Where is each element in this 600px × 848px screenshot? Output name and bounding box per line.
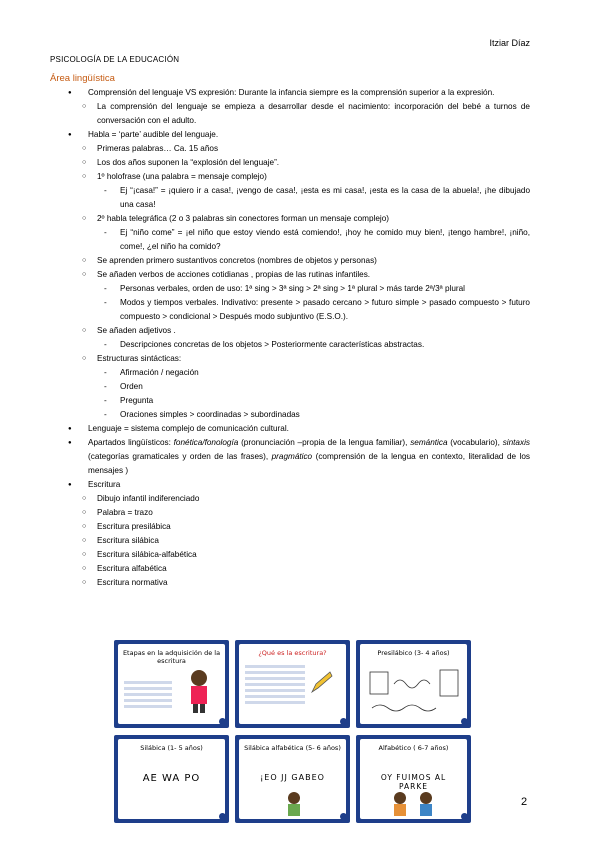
badge-icon [219, 718, 226, 725]
list-item: - Descripciones concretas de los objetos > Posteriormente características abstractas. [97, 338, 530, 352]
children-illustration-icon [388, 791, 440, 819]
list-item: - Pregunta [97, 394, 530, 408]
list-item: - Ej “¡casa!” = ¡quiero ir a casa!, ¡vengo de casa!, ¡esta es mi casa!, ¡esta es la casa de la abuela!, ¡he dibujado una casa! [97, 184, 530, 212]
list-item: ○ 2º habla telegráfica (2 o 3 palabras sin conectores forman un mensaje complejo) - Ej “niño come” = ¡el niño que estoy viendo está comiendo!, ¡hoy he comido muy bien!, ¡tengo hambre!, ¡niño, come!, ¿el niño ha comido? [74, 212, 530, 254]
list-item: - Oraciones simples > coordinadas > subordinadas [97, 408, 530, 422]
list-item: - Orden [97, 380, 530, 394]
badge-icon [461, 813, 468, 820]
author-name: Itziar Díaz [489, 38, 530, 48]
list-item: ○ Se añaden adjetivos . - Descripciones concretas de los objetos > Posteriormente características abstractas. [74, 324, 530, 352]
notes-body [50, 86, 530, 590]
list-item: ○ Escritura normativa [74, 576, 530, 590]
list-item: - Ej “niño come” = ¡el niño que estoy viendo está comiendo!, ¡hoy he comido muy bien!, ¡tengo hambre!, ¡niño, come!, ¿el niño ha comido? [97, 226, 530, 254]
pencil-icon [310, 670, 334, 694]
list-item: ○ Primeras palabras… Ca. 15 años [74, 142, 530, 156]
course-title: PSICOLOGÍA DE LA EDUCACIÓN [50, 55, 180, 64]
list-item: ○ 1º holofrase (una palabra = mensaje complejo) - Ej “¡casa!” = ¡quiero ir a casa!, ¡vengo de casa!, ¡esta es mi casa!, ¡esta es la casa de la abuela!, ¡he dibujado una casa! [74, 170, 530, 212]
list-item: ○ La comprensión del lenguaje se empieza a desarrollar desde el nacimiento: incorporación del bebé a turnos de conversación con el adulto. [74, 100, 530, 128]
list-item: ○ Estructuras sintácticas: - Afirmación / negación - Orden - Pregunta - Oraciones simples > coordinadas > subordinadas [74, 352, 530, 422]
list-item: ● Habla = ‘parte’ audible del lenguaje. ○ Primeras palabras… Ca. 15 años ○ Los dos años suponen la “explosión del lenguaje”. ○ 1º holofrase (una palabra = mensaje complejo) - Ej “¡casa!” = ¡quiero ir a casa!, ¡vengo de casa!, ¡esta es mi casa!, ¡esta es la casa de la abuela!, ¡he dibujado una casa! ○ 2º habla telegráfica (2 o 3 palabras sin conectores forman un mensaje complejo) - Ej “niño come” = ¡el niño que estoy viendo está comiendo!, ¡hoy he comido muy bien!, ¡tengo hambre!, ¡niño, come!, ¿el niño ha comido? ○ Se aprenden primero sustantivos concretos (nombres de objetos y personas) ○ Se añaden verbos de acciones cotidianas , propias de las rutinas infantiles. - Personas verbales, orden de uso: 1ª sing > 3ª sing > 2ª sing > 1ª plural > más tarde 2ª/3ª plural - Modos y tiempos verbales. Indivativo: presente > pasado cercano > futuro simple > pasado compuesto > futuro compuesto > condicional > Después modo subjuntivo (E.S.O.). ○ Se añaden adjetivos . - Descripciones concretas de los objetos > Posteriormente características abstractas. ○ Estructuras sintácticas: - Afirmación / negación - Orden - Pregunta - Oraciones simples > coordinadas > subordinadas [50, 128, 530, 422]
list-item: ○ Dibujo infantil indiferenciado [74, 492, 530, 506]
section-title: Área lingüística [50, 73, 115, 84]
list-item: ○ Escritura silábica-alfabética [74, 548, 530, 562]
list-item: ○ Palabra = trazo [74, 506, 530, 520]
card-what-is-writing: ¿Qué es la escritura? [235, 640, 350, 728]
list-item: - Afirmación / negación [97, 366, 530, 380]
card-silabica-alfabetica: Silábica alfabética (5- 6 años) ¡EO JJ GABEO [235, 735, 350, 823]
list-item: ○ Escritura presilábica [74, 520, 530, 534]
badge-icon [219, 813, 226, 820]
card-silabica: Silábica (1- 5 años) AE WA PO [114, 735, 229, 823]
list-item: ○ Escritura alfabética [74, 562, 530, 576]
card-alfabetico: Alfabético ( 6-7 años) OY FUIMOS AL PARKE [356, 735, 471, 823]
badge-icon [461, 718, 468, 725]
badge-icon [340, 813, 347, 820]
list-item: ● Apartados lingüísticos: fonética/fonología (pronunciación –propia de la lengua familiar), semántica (vocabulario), sintaxis (categorías gramaticales y orden de las frases), pragmático (comprensión de la lengua en contexto, literalidad de los mensajes ) [50, 436, 530, 478]
scribble-sample-icon [366, 664, 462, 716]
list-item: ○ Escritura silábica [74, 534, 530, 548]
list-item: ○ Se añaden verbos de acciones cotidianas , propias de las rutinas infantiles. - Personas verbales, orden de uso: 1ª sing > 3ª sing > 2ª sing > 1ª plural > más tarde 2ª/3ª plural - Modos y tiempos verbales. Indivativo: presente > pasado cercano > futuro simple > pasado compuesto > futuro compuesto > condicional > Después modo subjuntivo (E.S.O.). [74, 268, 530, 324]
badge-icon [340, 718, 347, 725]
card-stages: Etapas en la adquisición de la escritura [114, 640, 229, 728]
list-item: ○ Los dos años suponen la “explosión del lenguaje”. [74, 156, 530, 170]
child-illustration-icon [183, 668, 215, 714]
list-item: ○ Se aprenden primero sustantivos concretos (nombres de objetos y personas) [74, 254, 530, 268]
list-item: ● Escritura ○ Dibujo infantil indiferenciado ○ Palabra = trazo ○ Escritura presilábica ○ Escritura silábica ○ Escritura silábica-alfabética ○ Escritura alfabética ○ Escritura normativa [50, 478, 530, 590]
list-item: - Modos y tiempos verbales. Indivativo: presente > pasado cercano > futuro simple > pasado compuesto > futuro compuesto > condicional > Después modo subjuntivo (E.S.O.). [97, 296, 530, 324]
page-number: 2 [521, 796, 528, 808]
list-item: - Personas verbales, orden de uso: 1ª sing > 3ª sing > 2ª sing > 1ª plural > más tarde 2ª/3ª plural [97, 282, 530, 296]
writing-stages-image [114, 640, 472, 823]
list-item: ● Lenguaje = sistema complejo de comunicación cultural. [50, 422, 530, 436]
child-illustration-icon [283, 791, 305, 819]
list-item: ● Comprensión del lenguaje VS expresión: Durante la infancia siempre es la comprensión superior a la expresión. ○ La comprensión del lenguaje se empieza a desarrollar desde el nacimiento: incorporación del bebé a turnos de conversación con el adulto. [50, 86, 530, 128]
card-presilabico: Presilábico (3- 4 años) [356, 640, 471, 728]
